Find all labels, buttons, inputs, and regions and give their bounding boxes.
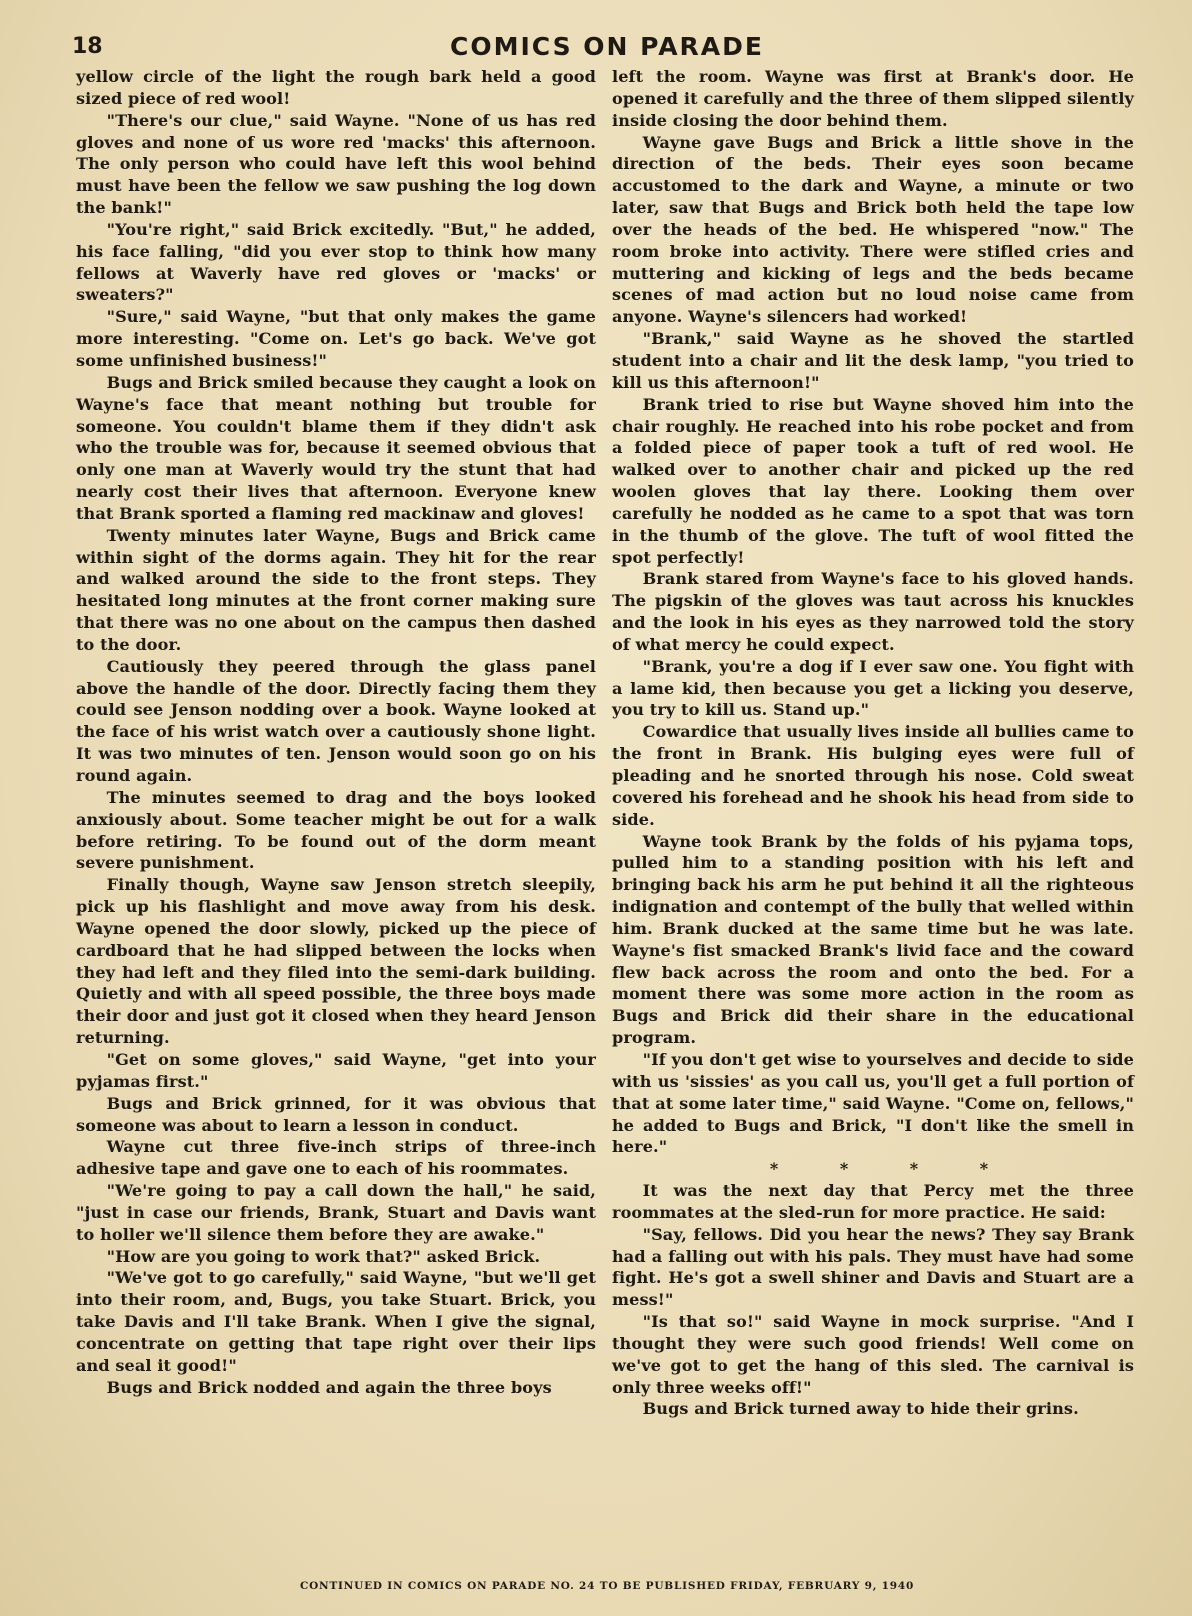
story-paragraph: "Say, fellows. Did you hear the news? They say Brank had a falling out with his pals. They must have had some fight. He's got a swell shiner and Davis and Stuart are a mess!" — [612, 1224, 1134, 1310]
right-text-column — [612, 66, 1134, 1420]
story-paragraph: "How are you going to work that?" asked Brick. — [106, 1246, 541, 1266]
story-paragraph: "We've got to go carefully," said Wayne, "but we'll get into their room, and, Bugs, you take Stuart. Brick, you take Davis and I'll take Brank. When I give the signal, concentrate on getting that tape right over their lips and seal it good!" — [76, 1268, 596, 1375]
story-paragraph: left the room. Wayne was first at Brank's door. He opened it carefully and the three of them slipped silently inside closing the door behind them. — [612, 67, 1134, 130]
story-paragraph: Bugs and Brick grinned, for it was obvious that someone was about to learn a lesson in conduct. — [76, 1093, 596, 1135]
story-paragraph: It was the next day that Percy met the three roommates at the sled-run for more practice. He said: — [612, 1181, 1134, 1222]
story-paragraph: Cowardice that usually lives inside all bullies came to the front in Brank. His bulging eyes were full of pleading and he snorted through his nose. Cold sweat covered his forehead and he shook his head from side to side. — [612, 722, 1134, 829]
page-number: 18 — [72, 34, 103, 59]
section-separator: * * * * — [769, 1159, 1017, 1179]
story-paragraph: Wayne gave Bugs and Brick a little shove in the direction of the beds. Their eyes soon became accustomed to the dark and Wayne, a minute or two later, saw that Bugs and Brick both held the tape low over the heads of the bed. He whispered "now." The room broke into activity. There were stifled cries and muttering and kicking of legs and the beds became scenes of mad action but no loud noise came from anyone. Wayne's silencers had worked! — [612, 132, 1134, 327]
left-text-column — [76, 66, 596, 1398]
magazine-title: COMICS ON PARADE — [450, 32, 764, 61]
story-paragraph: Brank tried to rise but Wayne shoved him into the chair roughly. He reached into his robe pocket and from a folded piece of paper took a tuft of red wool. He walked over to another chair and picked up the red woolen gloves that lay there. Looking them over carefully he nodded as he came to a spot that was torn in the thumb of the glove. The tuft of wool fitted the spot perfectly! — [612, 394, 1134, 567]
story-paragraph: Wayne cut three five-inch strips of three-inch adhesive tape and gave one to each of his roommates. — [76, 1137, 596, 1179]
story-paragraph: Bugs and Brick nodded and again the three boys — [106, 1377, 552, 1397]
story-paragraph: Finally though, Wayne saw Jenson stretch sleepily, pick up his flashlight and move away from his desk. Wayne opened the door slowly, picked up the piece of cardboard that he had slipped between the locks when they had left and they filed into the semi-dark building. Quietly and with all speed possible, the three boys made their door and just got it closed when they heard Jenson returning. — [76, 875, 596, 1048]
story-paragraph: "We're going to pay a call down the hall," he said, "just in case our friends, Brank, Stuart and Davis want to holler we'll silence them before they are awake." — [76, 1181, 596, 1244]
continued-footer: CONTINUED IN COMICS ON PARADE NO. 24 TO BE PUBLISHED FRIDAY, FEBRUARY 9, 1940 — [299, 1580, 915, 1592]
story-paragraph: Cautiously they peered through the glass panel above the handle of the door. Directly facing them they could see Jenson nodding over a book. Wayne looked at the face of his wrist watch over a cautiously shone light. It was two minutes of ten. Jenson would soon go on his round again. — [76, 656, 596, 785]
story-paragraph: "Get on some gloves," said Wayne, "get into your pyjamas first." — [76, 1049, 596, 1091]
story-paragraph: yellow circle of the light the rough bark held a good sized piece of red wool! — [76, 67, 596, 108]
page-header — [72, 32, 1142, 62]
story-paragraph: "Brank," said Wayne as he shoved the startled student into a chair and lit the desk lamp, "you tried to kill us this afternoon!" — [612, 329, 1134, 392]
story-paragraph: Wayne took Brank by the folds of his pyjama tops, pulled him to a standing position with his left and bringing back his arm he put behind it all the righteous indignation and contempt of the bully that welled within him. Brank ducked at the same time but he was late. Wayne's fist smacked Brank's livid face and the coward flew back across the room and onto the bed. For a moment there was some more action in the room as Bugs and Brick did their share in the educational program. — [612, 831, 1134, 1048]
story-paragraph: The minutes seemed to drag and the boys looked anxiously about. Some teacher might be out for a walk before retiring. To be found out of the dorm meant severe punishment. — [76, 787, 596, 873]
story-paragraph: Brank stared from Wayne's face to his gloved hands. The pigskin of the gloves was taut across his knuckles and the look in his eyes as they narrowed told the story of what mercy he could expect. — [612, 569, 1134, 654]
story-paragraph: "Brank, you're a dog if I ever saw one. You fight with a lame kid, then because you get a licking you deserve, you try to kill us. Stand up." — [612, 656, 1134, 720]
story-paragraph: "If you don't get wise to yourselves and decide to side with us 'sissies' as you call us, you'll get a full portion of that at some later time," said Wayne. "Come on, fellows," he added to Bugs and Brick, "I don't like the smell in here." — [612, 1049, 1134, 1157]
story-paragraph: "Is that so!" said Wayne in mock surprise. "And I thought they were such good friends! Well come on we've got to get the hang of this sled. The carnival is only three weeks off!" — [612, 1312, 1134, 1397]
story-paragraph: "You're right," said Brick excitedly. "But," he added, his face falling, "did you ever stop to think how many fellows at Waverly have red gloves or 'macks' or sweaters?" — [76, 219, 596, 305]
story-paragraph: Twenty minutes later Wayne, Bugs and Brick came within sight of the dorms again. They hit for the rear and walked around the side to the front steps. They hesitated long minutes at the front corner making sure that there was no one about on the campus then dashed to the door. — [76, 525, 596, 654]
story-paragraph: Bugs and Brick smiled because they caught a look on Wayne's face that meant nothing but trouble for someone. You couldn't blame them if they didn't ask who the trouble was for, because it seemed obvious that only one man at Waverly would try the stunt that had nearly cost their lives that afternoon. Everyone knew that Brank sported a flaming red mackinaw and gloves! — [76, 372, 596, 523]
story-paragraph: "Sure," said Wayne, "but that only makes the game more interesting. "Come on. Let's go back. We've got some unfinished business!" — [76, 307, 596, 370]
story-paragraph: Bugs and Brick turned away to hide their grins. — [642, 1399, 1079, 1419]
story-paragraph: "There's our clue," said Wayne. "None of us has red gloves and none of us wore red 'macks' this afternoon. The only person who could have left this wool behind must have been the fellow we saw pushing the log down the bank!" — [76, 110, 596, 218]
